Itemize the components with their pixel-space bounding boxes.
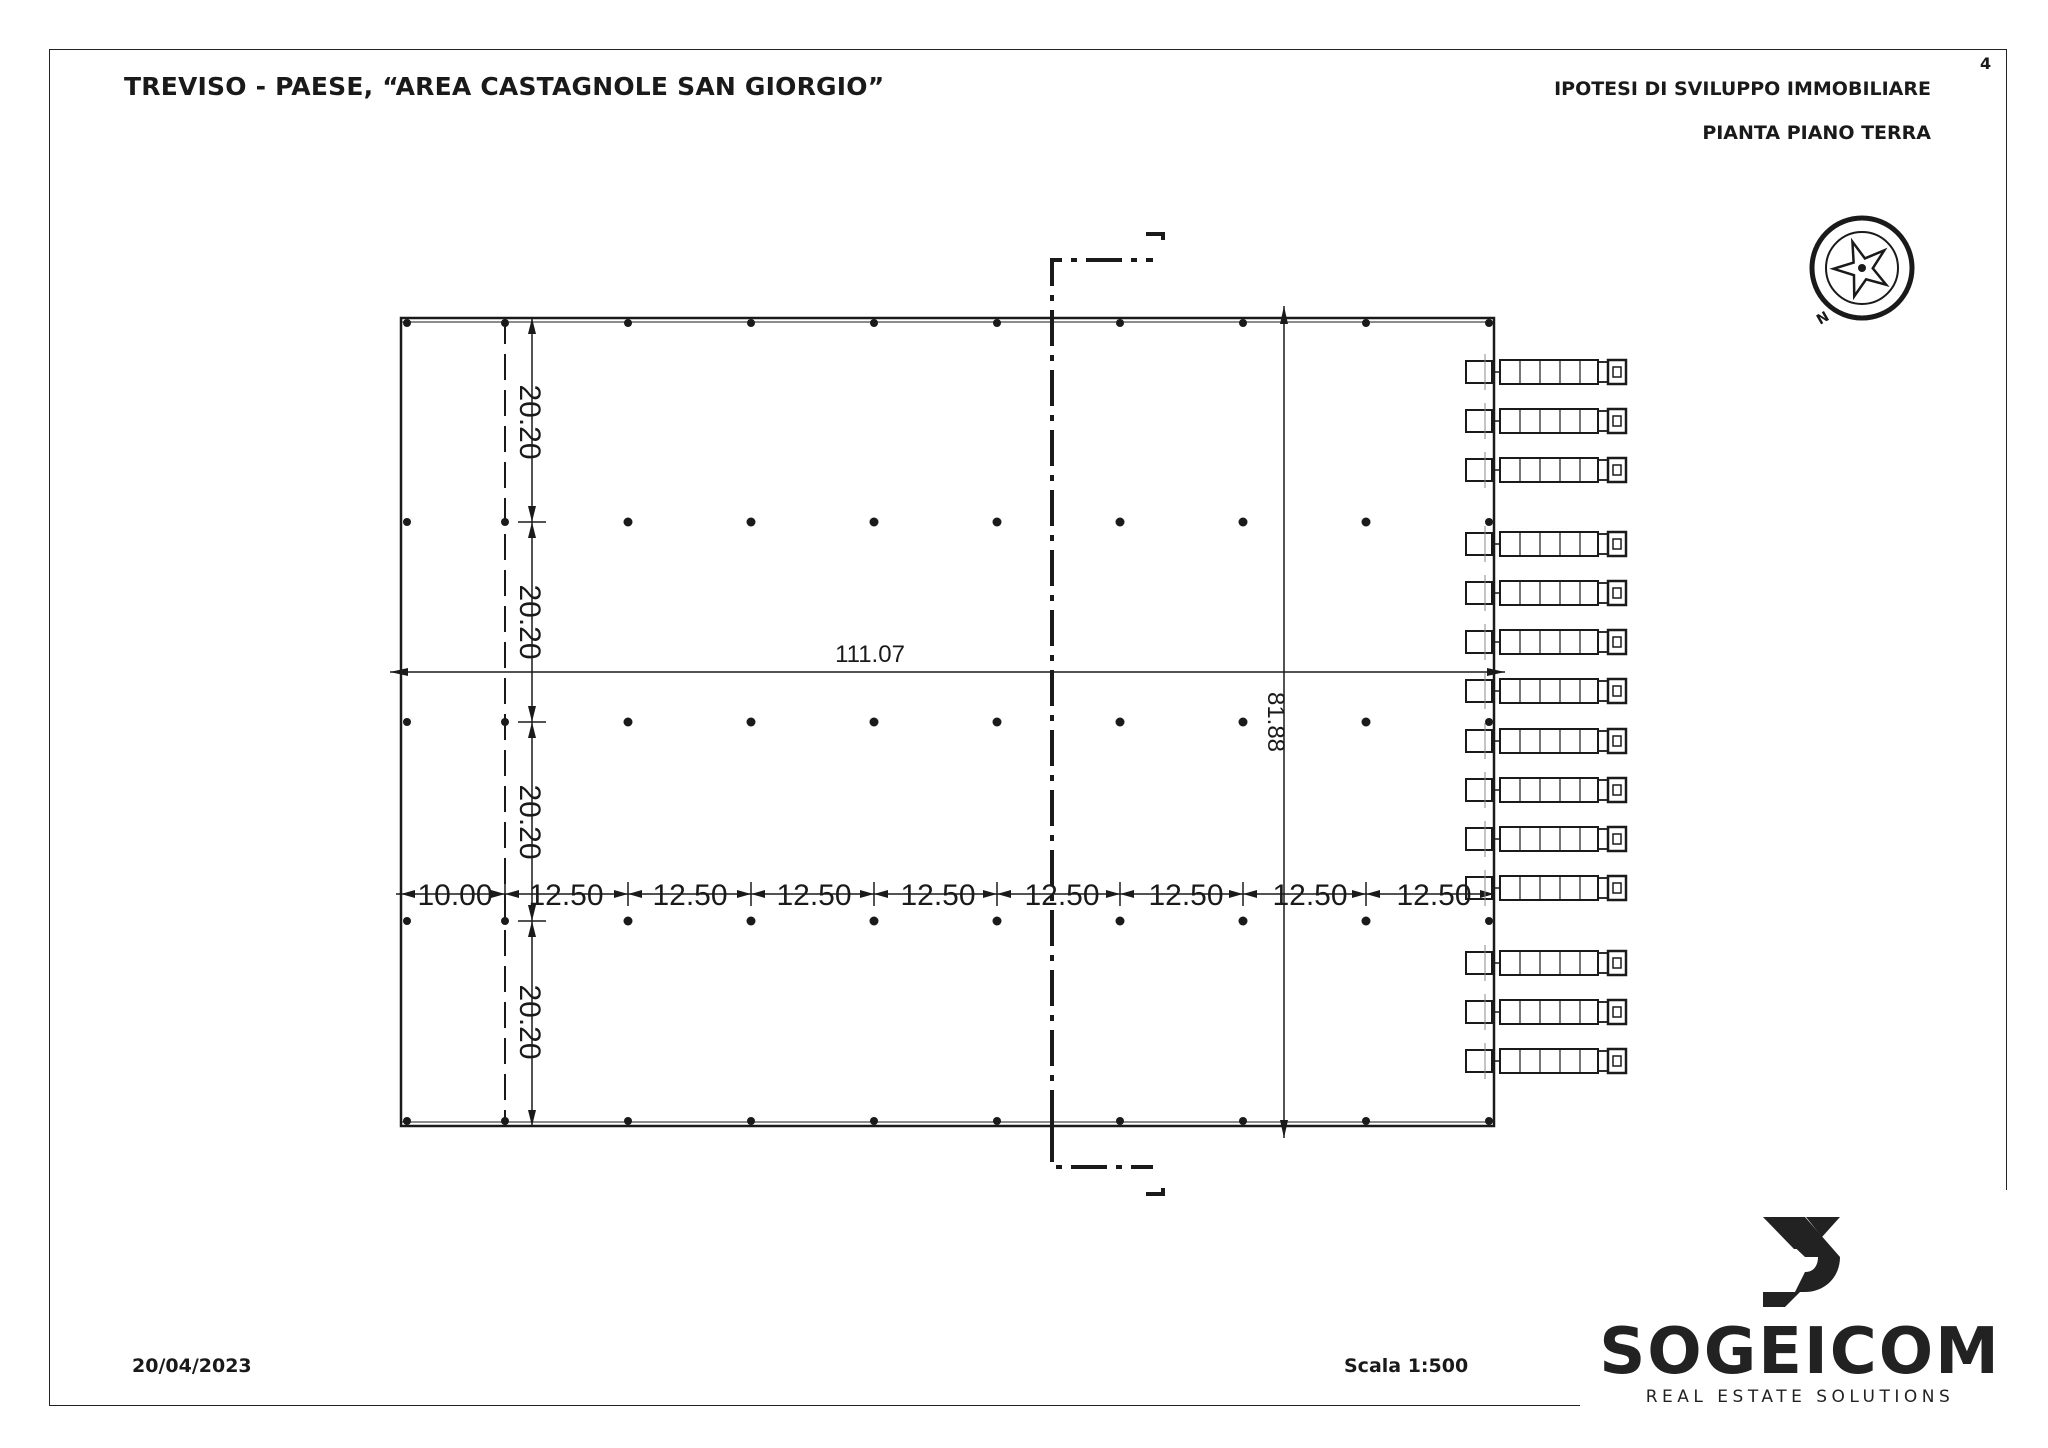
structural-column: [1485, 1117, 1493, 1125]
dimension-arrow: [860, 890, 874, 898]
structural-column: [501, 917, 509, 925]
structural-column: [747, 917, 756, 926]
dimension-arrow: [1352, 890, 1366, 898]
dimension-arrow: [1243, 890, 1257, 898]
bay-span-label: 12.50: [528, 879, 604, 912]
structural-column: [624, 518, 633, 527]
bay-depth-label: 20.20: [513, 384, 546, 460]
structural-column: [624, 319, 632, 327]
bay-span-label: 12.50: [1396, 879, 1472, 912]
dimension-arrow: [751, 890, 765, 898]
drawing-title: TREVISO - PAESE, “AREA CASTAGNOLE SAN GIORGIO”: [124, 72, 885, 101]
structural-column: [1485, 917, 1493, 925]
loading-dock: [1466, 870, 1626, 906]
structural-column: [1116, 718, 1125, 727]
brand-name: SOGEICOM: [1599, 1315, 2001, 1389]
bay-span-label: 12.50: [1272, 879, 1348, 912]
dimension-arrow: [737, 890, 751, 898]
structural-column: [993, 1117, 1001, 1125]
compass-icon: [1812, 218, 1912, 328]
structural-column: [1239, 1117, 1247, 1125]
dimension-arrow: [1366, 890, 1380, 898]
bay-depth-label: 20.20: [513, 784, 546, 860]
bay-depth-label: 20.20: [513, 984, 546, 1060]
structural-column: [403, 718, 411, 726]
structural-column: [501, 518, 509, 526]
structural-column: [993, 319, 1001, 327]
structural-column: [1362, 1117, 1370, 1125]
structural-column: [501, 1117, 509, 1125]
loading-dock: [1466, 821, 1626, 857]
building-outline: [401, 318, 1494, 1126]
loading-dock: [1466, 945, 1626, 981]
loading-dock: [1466, 772, 1626, 808]
dimension-arrow: [528, 522, 536, 538]
structural-column: [993, 518, 1002, 527]
structural-column: [1116, 1117, 1124, 1125]
structural-column: [1239, 718, 1248, 727]
loading-dock: [1466, 452, 1626, 488]
loading-dock: [1466, 723, 1626, 759]
structural-column: [747, 718, 756, 727]
dimension-arrow: [628, 890, 642, 898]
dimension-arrow: [1120, 890, 1134, 898]
dimension-arrow: [528, 921, 536, 937]
dimension-arrow: [528, 506, 536, 522]
dimension-arrow: [983, 890, 997, 898]
loading-dock: [1466, 526, 1626, 562]
depth-dimension: [1262, 306, 1289, 1138]
dimension-arrow: [528, 1110, 536, 1126]
dimension-arrow: [528, 722, 536, 738]
structural-column: [624, 917, 633, 926]
page-number: 4: [1980, 54, 1992, 73]
subtitle-project: IPOTESI DI SVILUPPO IMMOBILIARE: [1554, 78, 1931, 100]
structural-column: [1116, 917, 1125, 926]
structural-column: [1362, 718, 1371, 727]
structural-column: [1239, 319, 1247, 327]
structural-column: [1239, 518, 1248, 527]
structural-column: [993, 718, 1002, 727]
subtitle-sheet: PIANTA PIANO TERRA: [1702, 122, 1931, 144]
bay-depth-dimensions: [513, 318, 546, 1126]
structural-column: [1485, 518, 1493, 526]
loading-dock: [1466, 575, 1626, 611]
structural-column: [1485, 319, 1493, 327]
bay-span-label: 12.50: [776, 879, 852, 912]
structural-column: [624, 718, 633, 727]
structural-column: [624, 1117, 632, 1125]
structural-column: [870, 718, 879, 727]
structural-column: [1116, 319, 1124, 327]
structural-column: [993, 917, 1002, 926]
bay-span-dimensions: [396, 879, 1494, 912]
bay-span-label: 12.50: [1148, 879, 1224, 912]
width-dimension-label: 111.07: [835, 641, 905, 668]
structural-column: [403, 917, 411, 925]
section-line: [1052, 234, 1163, 1194]
sogeicom-logo-icon: [1763, 1217, 1842, 1307]
loading-dock: [1466, 403, 1626, 439]
structural-column: [870, 1117, 878, 1125]
dimension-arrow: [528, 706, 536, 722]
bay-span-label: 10.00: [417, 879, 493, 912]
dimension-arrow: [1106, 890, 1120, 898]
dimension-arrow: [491, 890, 505, 898]
structural-column: [1239, 917, 1248, 926]
dimension-arrow: [505, 890, 519, 898]
loading-dock: [1466, 994, 1626, 1030]
dimension-arrow: [874, 890, 888, 898]
structural-column: [403, 1117, 411, 1125]
structural-column: [403, 518, 411, 526]
bay-depth-label: 20.20: [513, 584, 546, 660]
structural-column: [501, 718, 509, 726]
structural-column: [1116, 518, 1125, 527]
loading-dock: [1466, 354, 1626, 390]
structural-column: [747, 1117, 755, 1125]
structural-column: [403, 319, 411, 327]
structural-column: [501, 319, 509, 327]
dimension-arrow: [997, 890, 1011, 898]
bay-span-label: 12.50: [652, 879, 728, 912]
loading-dock: [1466, 673, 1626, 709]
depth-dimension-label: 81.88: [1262, 691, 1289, 753]
column-grid: [403, 319, 1493, 1125]
structural-column: [1362, 518, 1371, 527]
width-dimension: [390, 641, 1505, 676]
structural-column: [870, 518, 879, 527]
compass-north-label: N: [1814, 308, 1833, 329]
bay-span-label: 12.50: [1024, 879, 1100, 912]
structural-column: [747, 518, 756, 527]
structural-column: [870, 917, 879, 926]
structural-column: [870, 319, 878, 327]
structural-column: [1362, 917, 1371, 926]
drawing-scale: Scala 1:500: [1344, 1355, 1469, 1377]
loading-dock: [1466, 1043, 1626, 1079]
bay-span-label: 12.50: [900, 879, 976, 912]
dimension-arrow: [1229, 890, 1243, 898]
dimension-arrow: [614, 890, 628, 898]
structural-column: [1485, 718, 1493, 726]
loading-dock: [1466, 624, 1626, 660]
brand-tagline: REAL ESTATE SOLUTIONS: [1645, 1387, 1955, 1407]
loading-docks: [1466, 354, 1626, 1079]
drawing-date: 20/04/2023: [132, 1355, 252, 1377]
dimension-arrow: [401, 890, 415, 898]
structural-column: [1362, 319, 1370, 327]
dimension-arrow: [528, 318, 536, 334]
structural-column: [747, 319, 755, 327]
